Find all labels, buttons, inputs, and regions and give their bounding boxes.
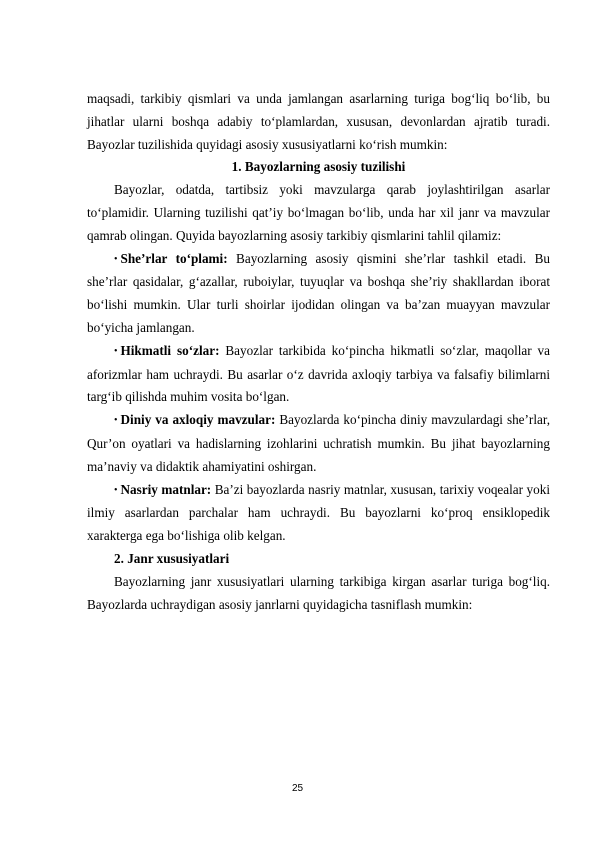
section-2-heading: 2. Janr xususiyatlari xyxy=(114,550,230,566)
bullet-icon: • xyxy=(114,345,118,357)
bullet-icon: • xyxy=(114,484,118,496)
bullet-item xyxy=(87,479,550,548)
page-number: 25 xyxy=(291,783,304,794)
intro-paragraph: maqsadi, tarkibiy qismlari va unda jamlangan asarlarning turiga bog‘liq bo‘lib, bu jihatlar ularni boshqa adabiy to‘plamlardan, xususan, devonlardan ajratib turadi. Bayozlar tuzilishida quyidagi asosiy xususiyatlarni ko‘rish mumkin: xyxy=(87,91,550,152)
bullet-text: Bayozlar tarkibida ko‘pincha hikmatli so‘zlar, maqollar va aforizmlar ham uchraydi. Bu asarlar o‘z davrida axloqiy tarbiya va falsafiy bilimlarni targ‘ib qilishda muhim vosita bo‘lgan. xyxy=(87,342,551,405)
bullet-term: She’rlar to‘plami: xyxy=(120,250,228,266)
section-1-paragraph: Bayozlar, odatda, tartibsiz yoki mavzularga qarab joylashtirilgan asarlar to‘plamidir. Ularning tuzilishi qat’iy bo‘lmagan bo‘lib, unda har xil janr va mavzular qamrab olingan. Quyida bayozlarning asosiy tarkibiy qismlarini tahlil qilamiz: xyxy=(87,182,550,243)
bullet-term: Nasriy matnlar: xyxy=(120,481,212,497)
bullet-item xyxy=(87,340,550,409)
bullet-term: Hikmatli so‘zlar: xyxy=(120,342,220,358)
section-2-paragraph: Bayozlarning janr xususiyatlari ularning tarkibiga kirgan asarlar turiga bog‘liq. Bayozlarda uchraydigan asosiy janrlarni quyidagicha tasniflash mumkin: xyxy=(87,573,550,612)
section-1-heading: 1. Bayozlarning asosiy tuzilishi xyxy=(231,159,406,175)
bullet-term: Diniy va axloqiy mavzular: xyxy=(120,412,276,428)
bullet-icon: • xyxy=(114,253,118,265)
bullet-text: Bayozlarning asosiy qismini she’rlar tashkil etadi. Bu she’rlar qasidalar, g‘azallar, ruboiylar, tuyuqlar va boshqa she’riy shakllardan iborat bo‘lishi mumkin. Ular turli shoirlar ijodidan olingan va ba’zan muayyan mavzular bo‘yicha jamlangan. xyxy=(87,250,550,335)
document-body xyxy=(87,88,550,616)
bullet-item xyxy=(87,409,550,478)
bullet-text: Ba’zi bayozlarda nasriy matnlar, xususan, tarixiy voqealar yoki ilmiy asarlardan parchalar ham uchraydi. Bu bayozlarni ko‘proq ensiklopedik xarakterga ega bo‘lishiga olib kelgan. xyxy=(87,481,551,544)
bullet-text: Bayozlarda ko‘pincha diniy mavzulardagi she’rlar, Qur’on oyatlari va hadislarning izohlarini uchratish mumkin. Bu jihat bayozlarning ma’naviy va didaktik ahamiyatini oshirgan. xyxy=(87,412,550,474)
bullet-icon: • xyxy=(114,415,118,427)
bullet-item xyxy=(87,248,550,340)
